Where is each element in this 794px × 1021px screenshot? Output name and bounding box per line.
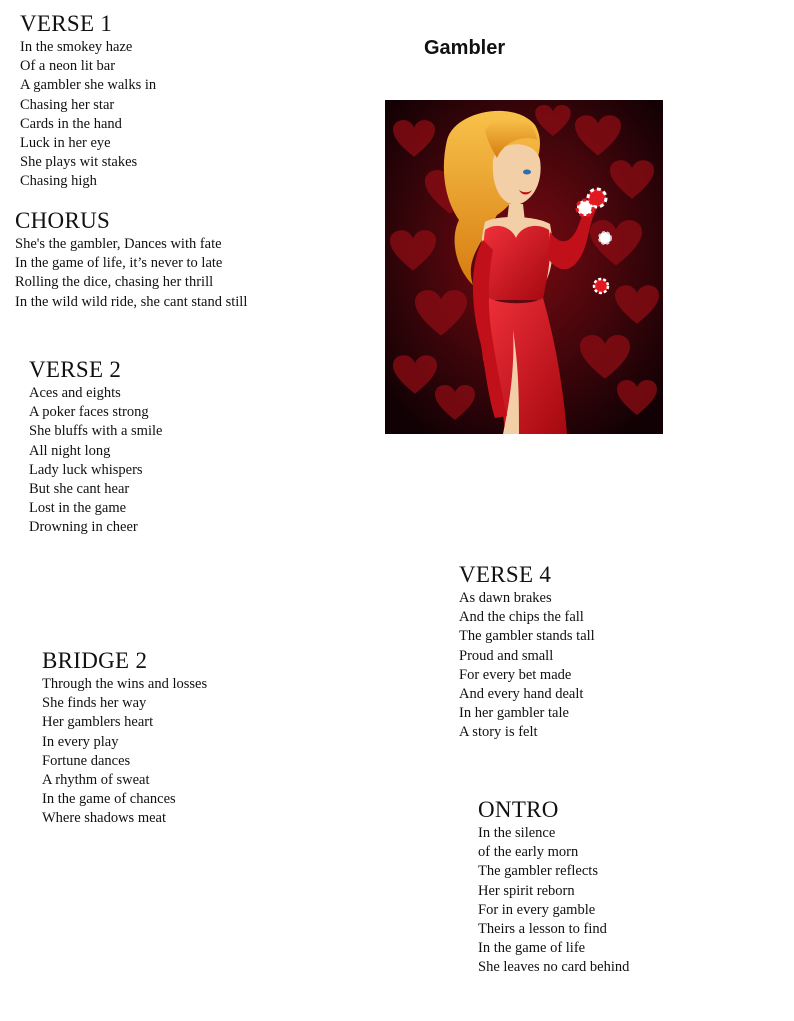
lyric-line: In the game of life, it’s never to late xyxy=(15,255,223,272)
lyric-line: The gambler reflects xyxy=(478,863,598,880)
lyric-line: Where shadows meat xyxy=(42,810,167,827)
lyric-line: Fortune dances xyxy=(42,752,131,769)
lyric-line: In the silence xyxy=(478,825,556,841)
chorus-section xyxy=(15,208,247,312)
lyric-line: And the chips the fall xyxy=(459,609,584,626)
lyric-line: She leaves no card behind xyxy=(478,959,630,976)
lyric-line: Her gamblers heart xyxy=(42,714,154,731)
bridge-2-section xyxy=(42,648,207,829)
lyric-line: She finds her way xyxy=(42,695,147,712)
lyric-line: Of a neon lit bar xyxy=(20,58,116,75)
lyric-line: She's the gambler, Dances with fate xyxy=(15,236,222,252)
lyric-line: For every bet made xyxy=(459,666,572,683)
lyric-lines xyxy=(459,589,595,743)
gambler-woman-illustration xyxy=(385,100,663,434)
lyric-line: In the smokey haze xyxy=(20,39,133,55)
lyric-line: And every hand dealt xyxy=(459,686,584,703)
section-heading: CHORUS xyxy=(15,208,111,233)
lyric-line: In the game of chances xyxy=(42,791,176,808)
section-heading: ONTRO xyxy=(478,797,559,822)
lyric-line: In her gambler tale xyxy=(459,705,569,722)
section-heading: VERSE 1 xyxy=(20,11,113,36)
lyric-line: A gambler she walks in xyxy=(20,77,157,94)
lyric-line: In every play xyxy=(42,733,119,750)
lyric-line: For in every gamble xyxy=(478,901,596,918)
verse-2-section xyxy=(29,357,162,538)
page-title: Gambler xyxy=(424,37,506,59)
lyric-line: All night long xyxy=(29,442,111,459)
lyric-line: Drowning in cheer xyxy=(29,519,138,536)
lyric-line: In the wild wild ride, she cant stand still xyxy=(15,293,248,310)
lyric-line: Theirs a lesson to find xyxy=(478,921,607,938)
lyric-line: The gambler stands tall xyxy=(459,628,595,645)
lyric-line: Proud and small xyxy=(459,647,554,664)
lyric-line: A poker faces strong xyxy=(29,404,149,421)
lyric-line: Luck in her eye xyxy=(20,135,111,152)
lyric-line: Chasing her star xyxy=(20,96,115,113)
lyric-line: Lost in the game xyxy=(29,500,127,517)
section-heading: VERSE 2 xyxy=(29,357,122,382)
section-heading: BRIDGE 2 xyxy=(42,648,148,673)
ontro-section xyxy=(478,797,629,978)
lyric-line: But she cant hear xyxy=(29,481,130,498)
lyric-lines xyxy=(42,675,207,829)
lyric-lines xyxy=(478,824,629,978)
lyric-line: Her spirit reborn xyxy=(478,882,575,899)
lyric-line: Chasing high xyxy=(20,173,97,190)
lyric-line: In the game of life xyxy=(478,940,586,957)
lyric-lines xyxy=(20,38,156,192)
lyric-line: Rolling the dice, chasing her thrill xyxy=(15,274,214,291)
lyric-line: Aces and eights xyxy=(29,385,121,401)
lyric-line: A rhythm of sweat xyxy=(42,772,150,789)
section-heading: VERSE 4 xyxy=(459,562,552,587)
lyric-line: As dawn brakes xyxy=(459,590,552,606)
verse-4-section xyxy=(459,562,595,743)
lyric-line: She bluffs with a smile xyxy=(29,423,163,440)
lyric-line: A story is felt xyxy=(459,724,538,741)
lyric-lines xyxy=(15,235,247,312)
lyric-line: of the early morn xyxy=(478,844,579,861)
lyric-line: Through the wins and losses xyxy=(42,676,208,692)
lyric-lines xyxy=(29,384,162,538)
lyric-line: Lady luck whispers xyxy=(29,461,143,478)
lyric-line: She plays wit stakes xyxy=(20,154,138,171)
verse-1-section xyxy=(20,11,156,192)
lyric-line: Cards in the hand xyxy=(20,115,122,132)
